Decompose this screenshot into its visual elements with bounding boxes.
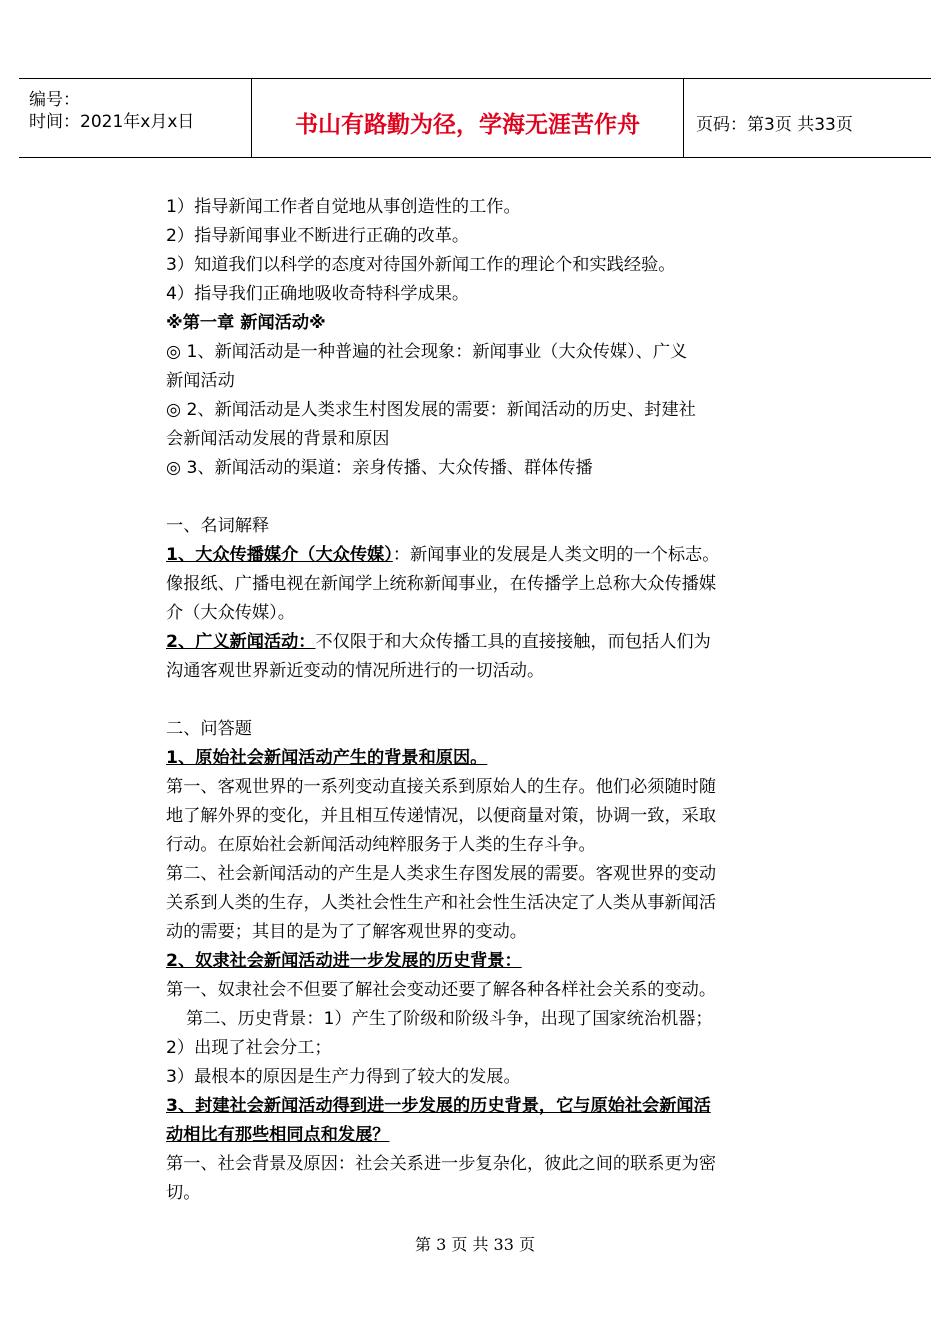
intro-line: 3）知道我们以科学的态度对待国外新闻工作的理论个和实践经验。 — [166, 255, 676, 275]
date-label: 时间：2021年x月x日 — [29, 112, 195, 132]
answer-line: 行动。在原始社会新闻活动纯粹服务于人类的生存斗争。 — [166, 835, 596, 855]
section-heading-qa: 二、问答题 — [166, 719, 252, 739]
answer-line: 关系到人类的生存，人类社会性生产和社会性生活决定了人类从事新闻活 — [166, 893, 717, 913]
answer-line: 第一、客观世界的一系列变动直接关系到原始人的生存。他们必须随时随 — [166, 777, 717, 797]
answer-line: 切。 — [166, 1183, 201, 1203]
term-1-text: ：新闻事业的发展是人类文明的一个标志。 — [392, 545, 720, 565]
answer-line: 第一、奴隶社会不但要了解社会变动还要了解各种各样社会关系的变动。 — [166, 980, 717, 1000]
term-2-continuation: 沟通客观世界新近变动的情况所进行的一切活动。 — [166, 661, 545, 681]
outline-line: ◎ 2、新闻活动是人类求生村图发展的需要：新闻活动的历史、封建社 — [166, 400, 696, 420]
outline-line: ◎ 1、新闻活动是一种普遍的社会现象：新闻事业（大众传媒）、广义 — [166, 342, 688, 362]
term-2-heading: 2、广义新闻活动： — [166, 632, 316, 652]
intro-line: 2）指导新闻事业不断进行正确的改革。 — [166, 226, 470, 246]
section-heading-terms: 一、名词解释 — [166, 516, 270, 536]
header-right-cell — [684, 79, 931, 157]
header-middle-cell — [252, 79, 684, 157]
question-2-title: 2、奴隶社会新闻活动进一步发展的历史背景： — [166, 951, 522, 971]
term-1-line — [166, 541, 791, 570]
answer-line: 2）出现了社会分工； — [166, 1038, 332, 1058]
term-1-continuation: 像报纸、广播电视在新闻学上统称新闻事业，在传播学上总称大众传播媒 — [166, 574, 717, 594]
chapter-title: ※第一章 新闻活动※ — [166, 313, 326, 333]
header-motto: 书山有路勤为径，学海无涯苦作舟 — [295, 112, 640, 138]
document-body — [166, 193, 791, 1208]
question-1-title: 1、原始社会新闻活动产生的背景和原因。 — [166, 748, 488, 768]
answer-line: 3）最根本的原因是生产力得到了较大的发展。 — [166, 1067, 521, 1087]
outline-line: 新闻活动 — [166, 371, 235, 391]
answer-line: 第二、历史背景：1）产生了阶级和阶级斗争，出现了国家统治机器； — [186, 1009, 713, 1029]
question-3-title: 3、封建社会新闻活动得到进一步发展的历史背景，它与原始社会新闻活 — [166, 1096, 711, 1116]
question-3-title-continuation: 动相比有那些相同点和发展？ — [166, 1125, 390, 1145]
term-1-heading: 1、大众传播媒介（大众传媒） — [166, 545, 393, 565]
term-2-text: 不仅限于和大众传播工具的直接接触，而包括人们为 — [315, 632, 711, 652]
outline-line: ◎ 3、新闻活动的渠道：亲身传播、大众传播、群体传播 — [166, 458, 593, 478]
intro-line: 4）指导我们正确地吸收奇特科学成果。 — [166, 284, 470, 304]
serial-number-label: 编号： — [29, 90, 80, 110]
spacer — [166, 686, 791, 715]
answer-line: 地了解外界的变化，并且相互传递情况，以便商量对策，协调一致，采取 — [166, 806, 717, 826]
answer-line: 第二、社会新闻活动的产生是人类求生存图发展的需要。客观世界的变动 — [166, 864, 717, 884]
header-table — [19, 78, 931, 158]
header-page-number: 页码：第3页 共33页 — [696, 115, 853, 135]
term-2-line — [166, 628, 791, 657]
outline-line: 会新闻活动发展的背景和原因 — [166, 429, 390, 449]
footer-page-number: 第 3 页 共 33 页 — [415, 1235, 535, 1254]
header-left-cell — [19, 79, 252, 157]
intro-line: 1）指导新闻工作者自觉地从事创造性的工作。 — [166, 197, 521, 217]
answer-line: 第一、社会背景及原因：社会关系进一步复杂化，彼此之间的联系更为密 — [166, 1154, 717, 1174]
answer-line: 动的需要；其目的是为了了解客观世界的变动。 — [166, 922, 527, 942]
spacer — [166, 483, 791, 512]
term-1-continuation: 介（大众传媒）。 — [166, 603, 295, 623]
